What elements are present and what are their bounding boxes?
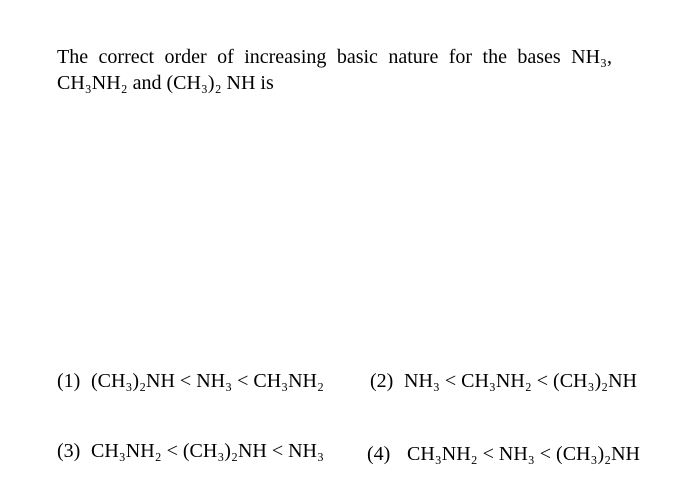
option-3-text: CH₃NH₂ < (CH₃)₂NH < NH₃	[91, 440, 324, 462]
option-1-text: (CH₃)₂NH < NH₃ < CH₃NH₂	[91, 370, 324, 392]
option-3[interactable]	[57, 439, 324, 463]
option-4[interactable]	[367, 442, 640, 466]
question-line-2: CH₃NH₂ and (CH₃)₂ NH is	[57, 72, 274, 94]
option-2-text: NH₃ < CH₃NH₂ < (CH₃)₂NH	[404, 370, 637, 392]
option-1[interactable]	[57, 369, 324, 393]
option-2-number: (2)	[370, 370, 394, 392]
option-4-number: (4)	[367, 443, 391, 465]
question-line-1: The correct order of increasing basic nature for the bases NH₃,	[57, 46, 612, 68]
option-2[interactable]	[370, 369, 637, 393]
option-3-number: (3)	[57, 440, 81, 462]
question-text	[57, 44, 612, 96]
option-1-number: (1)	[57, 370, 81, 392]
option-4-text: CH₃NH₂ < NH₃ < (CH₃)₂NH	[407, 443, 640, 465]
